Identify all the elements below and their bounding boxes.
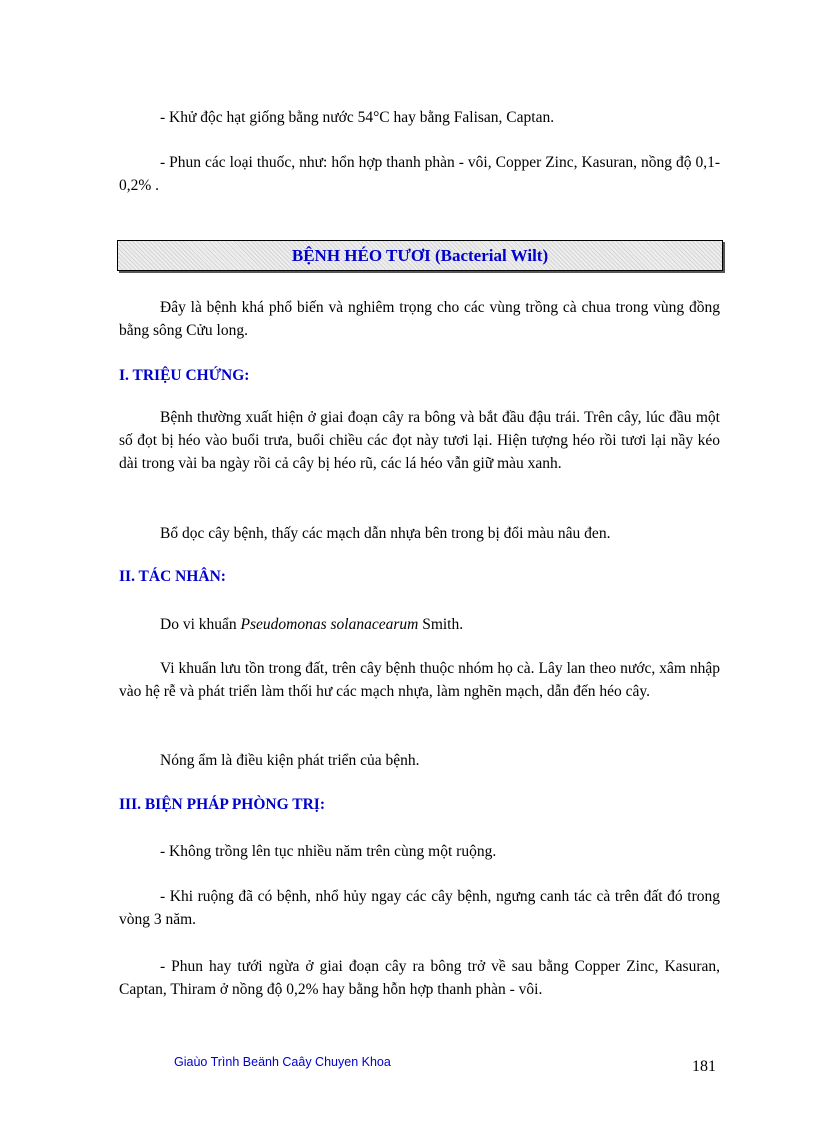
- preventive-spray-paragraph: - Phun hay tưới ngừa ở giai đoạn cây ra bông trở về sau bằng Copper Zinc, Kasuran, Captan, Thiram ở nồng độ 0,2% hay bằng hỗn hợp thanh phàn - vôi.: [119, 958, 720, 998]
- spread-paragraph: Vi khuẩn lưu tồn trong đất, trên cây bệnh thuộc nhóm họ cà. Lây lan theo nước, xâm nhập vào hệ rễ và phát triển làm thối hư các mạch nhựa, làm nghẽn mạch, dẫn đến héo cây.: [119, 660, 720, 700]
- footer-book-title: Giaùo Trình Beänh Caây Chuyen Khoa: [174, 1055, 391, 1069]
- banner-title: BỆNH HÉO TƯƠI (Bacterial Wilt): [291, 245, 549, 265]
- pathogen-paragraph: [119, 613, 720, 636]
- symptoms-paragraph: Bệnh thường xuất hiện ở giai đoạn cây ra bông và bắt đầu đậu trái. Trên cây, lúc đầu một số đọt bị héo vào buổi trưa, buổi chiều các đọt này tươi lại. Hiện tượng héo rồi tươi lại nầy kéo dài trong vài ba ngày rồi cả cây bị héo rũ, các lá héo vẫn giữ màu xanh.: [119, 409, 720, 472]
- spray-chemicals-paragraph: - Phun các loại thuốc, như: hổn hợp thanh phàn - vôi, Copper Zinc, Kasuran, nồng độ 0,1-0,2% .: [119, 154, 720, 194]
- remove-plants-paragraph: - Khi ruộng đã có bệnh, nhổ hủy ngay các cây bệnh, ngưng canh tác cà trên đất đó trong vòng 3 năm.: [119, 888, 720, 928]
- section-title-banner: [117, 240, 723, 271]
- conditions-paragraph: Nóng ẩm là điều kiện phát triển của bệnh.: [160, 752, 420, 769]
- heading-cause: II. TÁC NHÂN:: [119, 568, 226, 585]
- intro-paragraph: Đây là bệnh khá phổ biến và nghiêm trọng cho các vùng trồng cà chua trong vùng đồng bằng sông Cửu long.: [119, 299, 720, 339]
- heading-control: III. BIỆN PHÁP PHÒNG TRỊ:: [119, 796, 325, 813]
- stem-section-paragraph: Bổ dọc cây bệnh, thấy các mạch dẫn nhựa bên trong bị đổi màu nâu đen.: [160, 525, 611, 542]
- seed-treatment-paragraph: - Khử độc hạt giống bằng nước 54°C hay bằng Falisan, Captan.: [160, 109, 555, 126]
- crop-rotation-paragraph: - Không trồng lên tục nhiều năm trên cùng một ruộng.: [160, 843, 497, 860]
- pathogen-suffix: Smith.: [418, 616, 464, 633]
- page-number: 181: [692, 1058, 716, 1075]
- pathogen-prefix: Do vi khuẩn: [160, 616, 241, 633]
- heading-symptoms: I. TRIỆU CHỨNG:: [119, 367, 250, 384]
- pathogen-species-name: Pseudomonas solanacearum: [240, 616, 419, 633]
